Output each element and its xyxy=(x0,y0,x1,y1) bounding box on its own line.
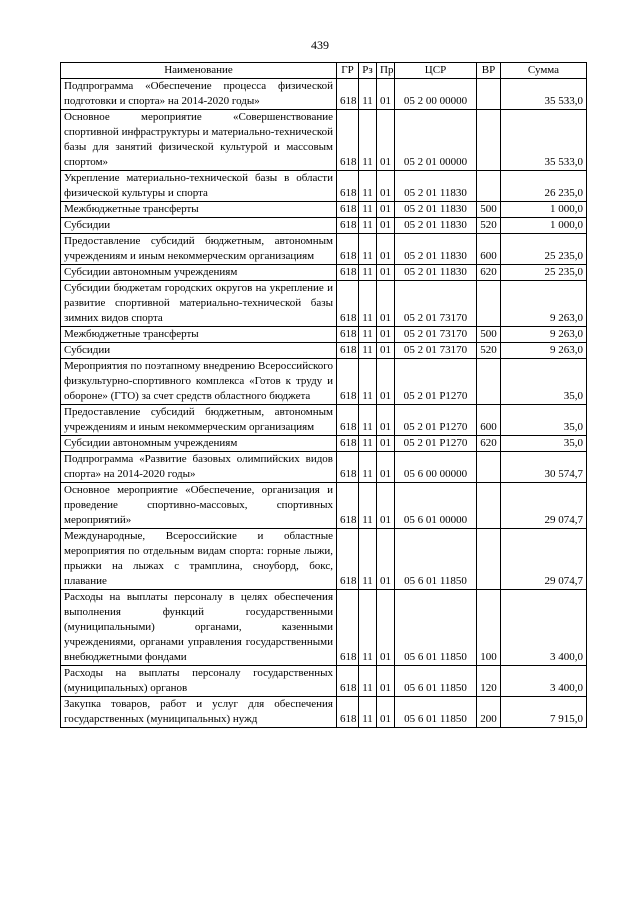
row-gr-cell: 618 xyxy=(337,79,359,110)
row-vr-cell xyxy=(477,281,501,327)
table-row xyxy=(61,590,587,666)
column-header-vr: ВР xyxy=(477,63,501,79)
row-gr-cell: 618 xyxy=(337,110,359,171)
row-csr-cell: 05 6 01 11850 xyxy=(395,590,477,666)
row-name-cell: Мероприятия по поэтапному внедрению Всероссийского физкультурно-спортивного комплекса «Готов к труду и обороне» (ГТО) за счет средств областного бюджета xyxy=(61,359,337,405)
row-pr-cell: 01 xyxy=(377,281,395,327)
row-name-cell: Основное мероприятие «Совершенствование спортивной инфраструктуры и материально-технической базы для занятий физической культурой и массовым спортом» xyxy=(61,110,337,171)
row-csr-cell: 05 6 00 00000 xyxy=(395,452,477,483)
table-body xyxy=(61,79,587,728)
table-row xyxy=(61,666,587,697)
row-vr-cell xyxy=(477,452,501,483)
row-name-cell: Подпрограмма «Развитие базовых олимпийских видов спорта» на 2014-2020 годы» xyxy=(61,452,337,483)
row-csr-cell: 05 2 01 73170 xyxy=(395,281,477,327)
table-row xyxy=(61,234,587,265)
row-csr-cell: 05 2 01 11830 xyxy=(395,171,477,202)
table-row xyxy=(61,697,587,728)
row-sum-cell: 3 400,0 xyxy=(501,666,587,697)
row-sum-cell: 3 400,0 xyxy=(501,590,587,666)
row-csr-cell: 05 6 01 11850 xyxy=(395,697,477,728)
row-vr-cell: 520 xyxy=(477,343,501,359)
row-gr-cell: 618 xyxy=(337,265,359,281)
row-vr-cell: 500 xyxy=(477,202,501,218)
column-header-csr: ЦСР xyxy=(395,63,477,79)
row-vr-cell: 600 xyxy=(477,405,501,436)
table-row xyxy=(61,281,587,327)
table-row xyxy=(61,452,587,483)
row-sum-cell: 9 263,0 xyxy=(501,343,587,359)
row-pr-cell: 01 xyxy=(377,327,395,343)
row-pr-cell: 01 xyxy=(377,405,395,436)
table-row xyxy=(61,218,587,234)
row-pr-cell: 01 xyxy=(377,483,395,529)
row-name-cell: Межбюджетные трансферты xyxy=(61,202,337,218)
row-vr-cell xyxy=(477,483,501,529)
table-row xyxy=(61,343,587,359)
row-gr-cell: 618 xyxy=(337,171,359,202)
row-gr-cell: 618 xyxy=(337,666,359,697)
row-vr-cell: 620 xyxy=(477,265,501,281)
row-csr-cell: 05 2 00 00000 xyxy=(395,79,477,110)
row-csr-cell: 05 2 01 P1270 xyxy=(395,436,477,452)
row-pr-cell: 01 xyxy=(377,202,395,218)
row-name-cell: Международные, Всероссийские и областные мероприятия по отдельным видам спорта: горные лыжи, прыжки на лыжах с трамплина, сноуборд, бокс, плавание xyxy=(61,529,337,590)
row-rz-cell: 11 xyxy=(359,327,377,343)
row-csr-cell: 05 2 01 11830 xyxy=(395,234,477,265)
row-gr-cell: 618 xyxy=(337,405,359,436)
row-gr-cell: 618 xyxy=(337,218,359,234)
row-sum-cell: 1 000,0 xyxy=(501,218,587,234)
row-vr-cell: 620 xyxy=(477,436,501,452)
row-pr-cell: 01 xyxy=(377,265,395,281)
row-name-cell: Предоставление субсидий бюджетным, автономным учреждениям и иным некоммерческим организациям xyxy=(61,405,337,436)
row-name-cell: Субсидии бюджетам городских округов на укрепление и развитие спортивной материально-технической базы зимних видов спорта xyxy=(61,281,337,327)
row-name-cell: Расходы на выплаты персоналу в целях обеспечения выполнения функций государственными (муниципальными) органами, казенными учреждениями, органами управления государственными внебюджетными фондами xyxy=(61,590,337,666)
row-rz-cell: 11 xyxy=(359,405,377,436)
row-rz-cell: 11 xyxy=(359,234,377,265)
row-sum-cell: 1 000,0 xyxy=(501,202,587,218)
row-sum-cell: 35 533,0 xyxy=(501,79,587,110)
row-csr-cell: 05 2 01 00000 xyxy=(395,110,477,171)
row-rz-cell: 11 xyxy=(359,171,377,202)
row-name-cell: Основное мероприятие «Обеспечение, организация и проведение спортивно-массовых, спортивных мероприятий» xyxy=(61,483,337,529)
row-rz-cell: 11 xyxy=(359,436,377,452)
row-sum-cell: 25 235,0 xyxy=(501,234,587,265)
row-pr-cell: 01 xyxy=(377,590,395,666)
row-rz-cell: 11 xyxy=(359,281,377,327)
row-sum-cell: 30 574,7 xyxy=(501,452,587,483)
column-header-rz: Рз xyxy=(359,63,377,79)
row-csr-cell: 05 6 01 11850 xyxy=(395,666,477,697)
row-name-cell: Межбюджетные трансферты xyxy=(61,327,337,343)
row-pr-cell: 01 xyxy=(377,110,395,171)
row-vr-cell: 120 xyxy=(477,666,501,697)
row-rz-cell: 11 xyxy=(359,79,377,110)
row-pr-cell: 01 xyxy=(377,234,395,265)
table-row xyxy=(61,202,587,218)
row-vr-cell xyxy=(477,171,501,202)
row-sum-cell: 26 235,0 xyxy=(501,171,587,202)
row-name-cell: Закупка товаров, работ и услуг для обеспечения государственных (муниципальных) нужд xyxy=(61,697,337,728)
row-gr-cell: 618 xyxy=(337,234,359,265)
row-name-cell: Субсидии xyxy=(61,343,337,359)
table-row xyxy=(61,327,587,343)
row-csr-cell: 05 2 01 73170 xyxy=(395,343,477,359)
row-pr-cell: 01 xyxy=(377,218,395,234)
row-vr-cell: 600 xyxy=(477,234,501,265)
row-rz-cell: 11 xyxy=(359,359,377,405)
table-row xyxy=(61,265,587,281)
row-vr-cell xyxy=(477,79,501,110)
page-number: 439 xyxy=(311,38,329,52)
row-rz-cell: 11 xyxy=(359,529,377,590)
row-gr-cell: 618 xyxy=(337,327,359,343)
row-gr-cell: 618 xyxy=(337,436,359,452)
row-sum-cell: 7 915,0 xyxy=(501,697,587,728)
row-sum-cell: 35 533,0 xyxy=(501,110,587,171)
column-header-name: Наименование xyxy=(61,63,337,79)
row-sum-cell: 9 263,0 xyxy=(501,327,587,343)
row-vr-cell: 200 xyxy=(477,697,501,728)
row-pr-cell: 01 xyxy=(377,359,395,405)
row-gr-cell: 618 xyxy=(337,202,359,218)
table-row xyxy=(61,79,587,110)
column-header-gr: ГР xyxy=(337,63,359,79)
row-rz-cell: 11 xyxy=(359,343,377,359)
row-csr-cell: 05 2 01 11830 xyxy=(395,218,477,234)
table-row xyxy=(61,171,587,202)
row-rz-cell: 11 xyxy=(359,265,377,281)
column-header-pr: Пр xyxy=(377,63,395,79)
row-rz-cell: 11 xyxy=(359,202,377,218)
row-name-cell: Расходы на выплаты персоналу государственных (муниципальных) органов xyxy=(61,666,337,697)
row-sum-cell: 29 074,7 xyxy=(501,483,587,529)
row-name-cell: Субсидии автономным учреждениям xyxy=(61,265,337,281)
row-rz-cell: 11 xyxy=(359,483,377,529)
row-csr-cell: 05 2 01 P1270 xyxy=(395,359,477,405)
row-sum-cell: 9 263,0 xyxy=(501,281,587,327)
row-gr-cell: 618 xyxy=(337,359,359,405)
row-gr-cell: 618 xyxy=(337,529,359,590)
row-sum-cell: 35,0 xyxy=(501,436,587,452)
row-rz-cell: 11 xyxy=(359,452,377,483)
table-header xyxy=(61,63,587,79)
row-vr-cell xyxy=(477,529,501,590)
row-pr-cell: 01 xyxy=(377,79,395,110)
column-header-sum: Сумма xyxy=(501,63,587,79)
row-vr-cell xyxy=(477,359,501,405)
row-rz-cell: 11 xyxy=(359,697,377,728)
row-sum-cell: 29 074,7 xyxy=(501,529,587,590)
row-csr-cell: 05 2 01 11830 xyxy=(395,202,477,218)
row-pr-cell: 01 xyxy=(377,436,395,452)
table-row xyxy=(61,359,587,405)
row-pr-cell: 01 xyxy=(377,343,395,359)
row-pr-cell: 01 xyxy=(377,529,395,590)
table-row xyxy=(61,405,587,436)
row-pr-cell: 01 xyxy=(377,666,395,697)
row-gr-cell: 618 xyxy=(337,343,359,359)
row-rz-cell: 11 xyxy=(359,666,377,697)
row-vr-cell xyxy=(477,110,501,171)
row-csr-cell: 05 2 01 11830 xyxy=(395,265,477,281)
row-pr-cell: 01 xyxy=(377,171,395,202)
row-sum-cell: 35,0 xyxy=(501,405,587,436)
row-gr-cell: 618 xyxy=(337,697,359,728)
row-name-cell: Укрепление материально-технической базы в области физической культуры и спорта xyxy=(61,171,337,202)
row-sum-cell: 35,0 xyxy=(501,359,587,405)
table-row xyxy=(61,110,587,171)
budget-table xyxy=(60,62,587,728)
row-rz-cell: 11 xyxy=(359,218,377,234)
row-gr-cell: 618 xyxy=(337,483,359,529)
row-vr-cell: 100 xyxy=(477,590,501,666)
row-name-cell: Подпрограмма «Обеспечение процесса физической подготовки и спорта» на 2014-2020 годы» xyxy=(61,79,337,110)
row-rz-cell: 11 xyxy=(359,590,377,666)
row-csr-cell: 05 2 01 P1270 xyxy=(395,405,477,436)
row-pr-cell: 01 xyxy=(377,452,395,483)
row-name-cell: Субсидии xyxy=(61,218,337,234)
row-csr-cell: 05 6 01 00000 xyxy=(395,483,477,529)
table-row xyxy=(61,436,587,452)
table-row xyxy=(61,483,587,529)
row-rz-cell: 11 xyxy=(359,110,377,171)
row-gr-cell: 618 xyxy=(337,590,359,666)
row-gr-cell: 618 xyxy=(337,452,359,483)
row-csr-cell: 05 6 01 11850 xyxy=(395,529,477,590)
row-name-cell: Субсидии автономным учреждениям xyxy=(61,436,337,452)
row-pr-cell: 01 xyxy=(377,697,395,728)
row-gr-cell: 618 xyxy=(337,281,359,327)
row-csr-cell: 05 2 01 73170 xyxy=(395,327,477,343)
row-name-cell: Предоставление субсидий бюджетным, автономным учреждениям и иным некоммерческим организациям xyxy=(61,234,337,265)
row-sum-cell: 25 235,0 xyxy=(501,265,587,281)
table-row xyxy=(61,529,587,590)
row-vr-cell: 520 xyxy=(477,218,501,234)
row-vr-cell: 500 xyxy=(477,327,501,343)
